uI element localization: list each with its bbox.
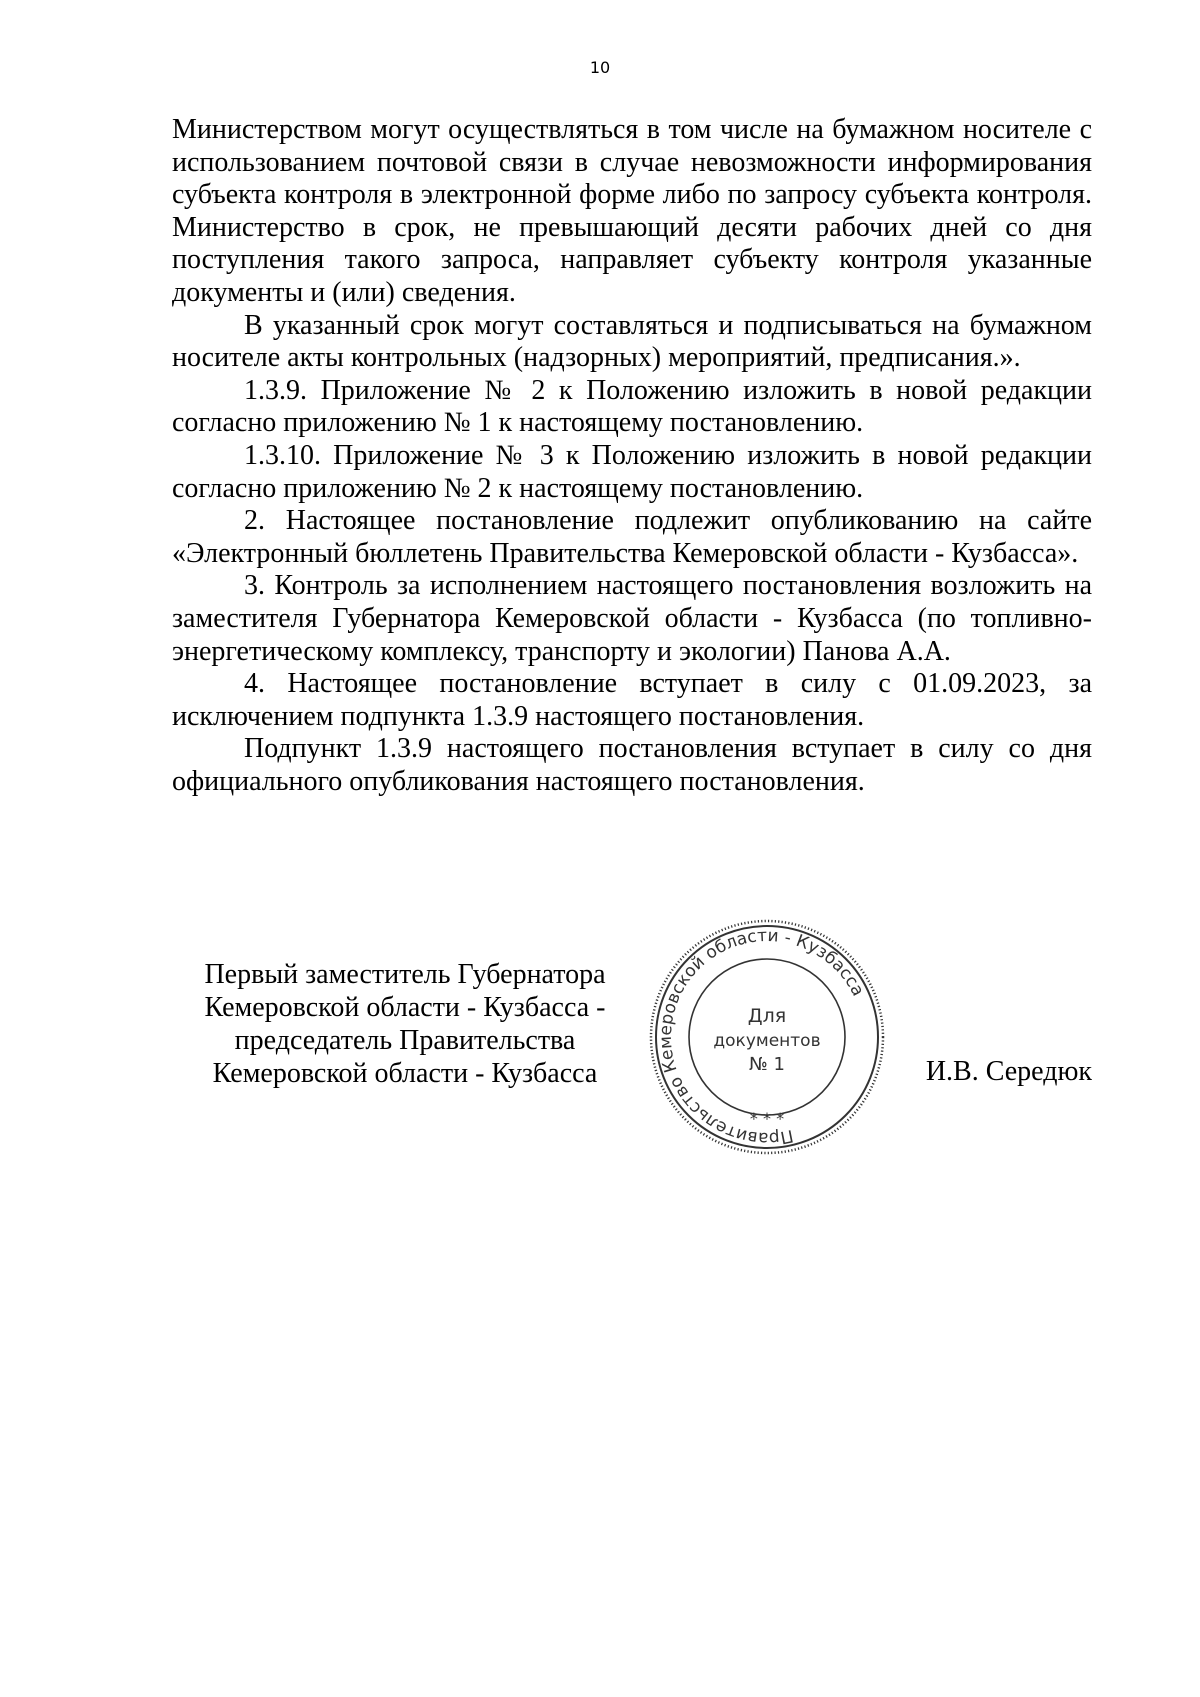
paragraph: В указанный срок могут составляться и подписываться на бумажном носителе акты контрольных (надзорных) мероприятий, предписания.». [172, 309, 1092, 374]
seal-center-line: Для [747, 1005, 787, 1027]
seal-ring-text: Правительство Кемеровской области - Кузбасса [655, 925, 868, 1149]
paragraph-item-4: 4. Настоящее постановление вступает в силу с 01.09.2023, за исключением подпункта 1.3.9 настоящего постановления. [172, 668, 1092, 732]
signatory-name: И.В. Середюк [925, 1056, 1092, 1087]
paragraph-continuation: Министерством могут осуществляться в том числе на бумажном носителе с использованием почтовой связи в случае невозможности информирования субъекта контроля в электронной форме либо по запросу субъекта контроля. Министерство в срок, не превышающий десяти рабочих дней со дня поступления такого запроса, направляет субъекту контроля указанные документы и (или) сведения. [172, 114, 1092, 308]
paragraph-item-1-3-10: 1.3.10. Приложение № 3 к Положению изложить в новой редакции согласно приложению № 2 к настоящему постановлению. [172, 439, 1092, 504]
signatory-position [190, 958, 620, 1090]
paragraph-item-2: 2. Настоящее постановление подлежит опубликованию на сайте «Электронный бюллетень Правительства Кемеровской области - Кузбасса». [172, 505, 1092, 569]
page-number: 10 [589, 58, 611, 77]
signatory-position-line: Кемеровской области - Кузбасса - [204, 992, 606, 1023]
seal-center-line: документов [713, 1031, 821, 1051]
official-seal [647, 917, 887, 1157]
seal-stars: * * * [749, 1109, 785, 1128]
signatory-position-line: председатель Правительства [234, 1025, 576, 1056]
signatory-position-line: Кемеровской области - Кузбасса [212, 1058, 598, 1089]
document-body [172, 114, 1092, 798]
paragraph: Подпункт 1.3.9 настоящего постановления вступает в силу со дня официального опубликования настоящего постановления. [172, 733, 1092, 797]
paragraph-item-3: 3. Контроль за исполнением настоящего постановления возложить на заместителя Губернатора Кемеровской области - Кузбасса (по топливно-энергетическому комплексу, транспорту и экологии) Панова А.А. [172, 570, 1092, 667]
signatory-position-line: Первый заместитель Губернатора [204, 959, 606, 990]
paragraph-item-1-3-9: 1.3.9. Приложение № 2 к Положению изложить в новой редакции согласно приложению № 1 к настоящему постановлению. [172, 374, 1092, 439]
seal-center-line: № 1 [749, 1054, 785, 1075]
